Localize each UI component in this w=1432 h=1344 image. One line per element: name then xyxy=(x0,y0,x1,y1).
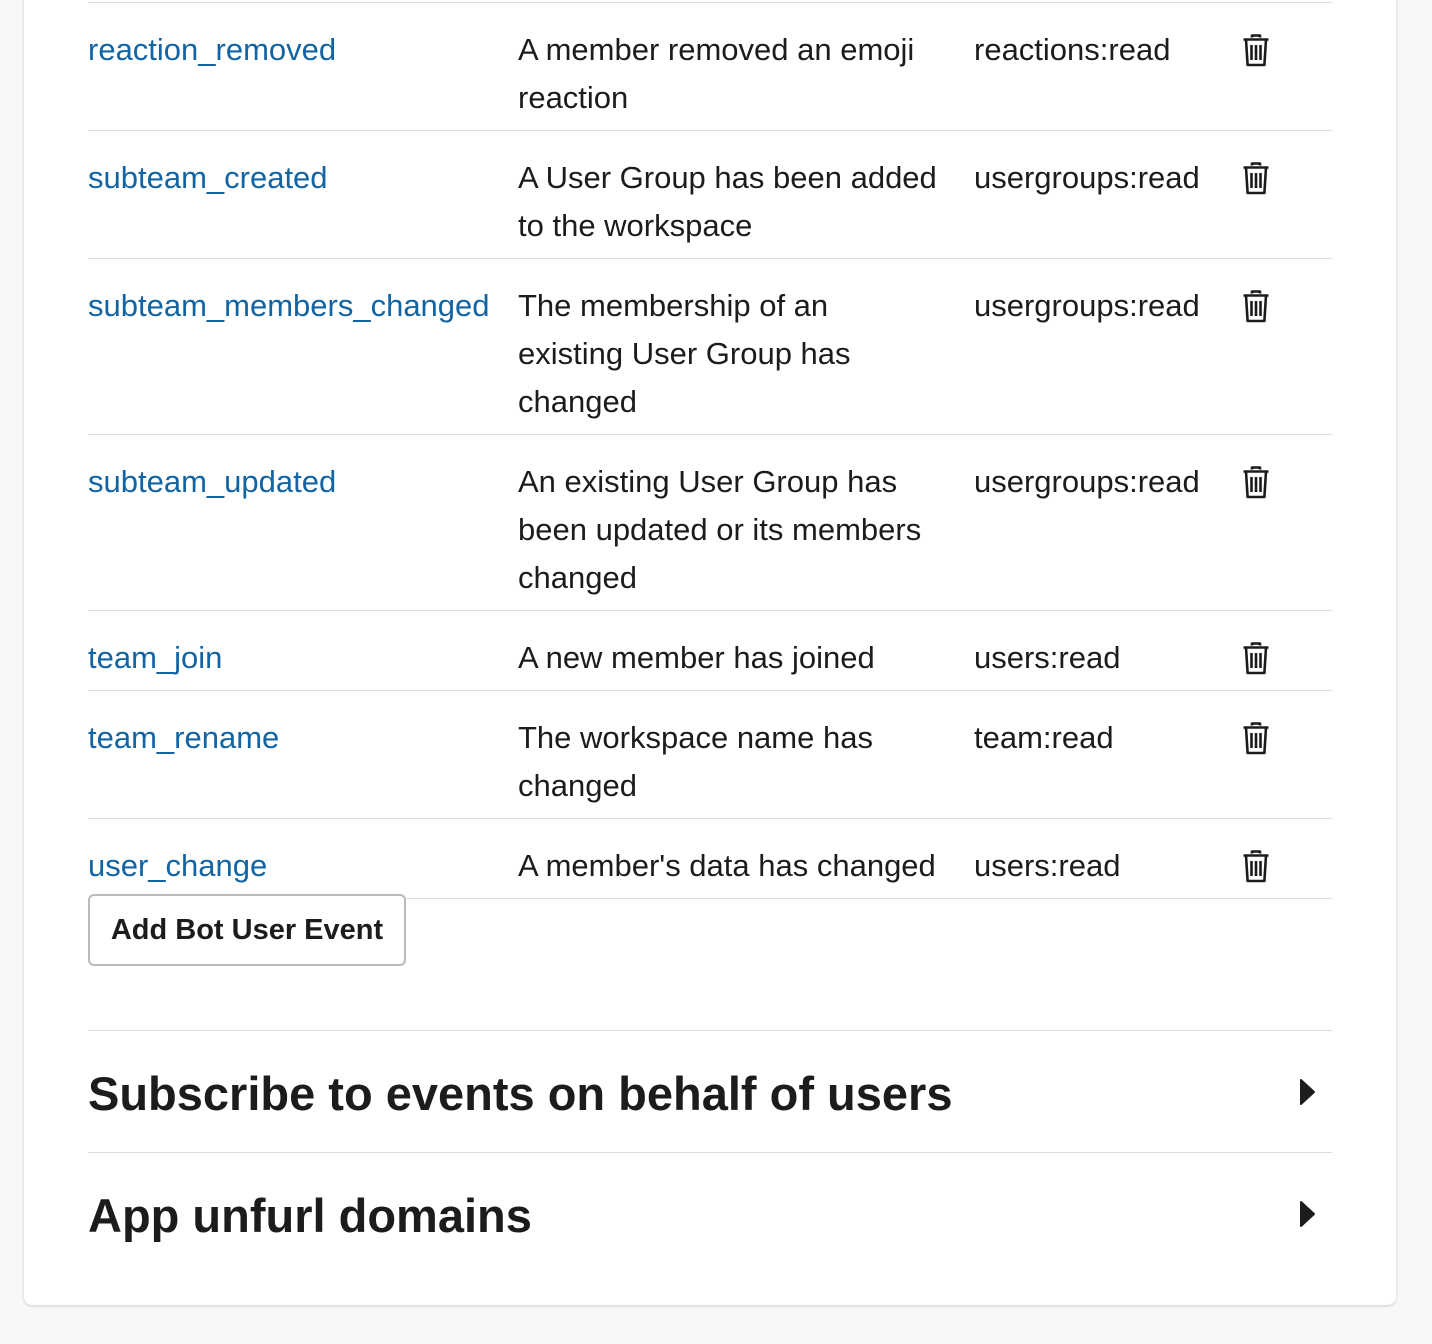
table-row xyxy=(88,130,1332,258)
delete-event-button[interactable] xyxy=(1236,158,1276,198)
event-scope: usergroups:read xyxy=(974,288,1200,323)
trash-icon xyxy=(1241,32,1271,68)
section-title: Subscribe to events on behalf of users xyxy=(88,1067,953,1120)
event-name-link[interactable]: team_join xyxy=(88,640,223,675)
section-title: App unfurl domains xyxy=(88,1189,532,1242)
event-description: A User Group has been added to the workspace xyxy=(518,160,937,243)
event-description: The membership of an existing User Group has changed xyxy=(518,288,851,419)
delete-event-button[interactable] xyxy=(1236,30,1276,70)
event-scope: usergroups:read xyxy=(974,160,1200,195)
event-name-link[interactable]: team_rename xyxy=(88,720,280,755)
table-row xyxy=(88,258,1332,434)
table-row xyxy=(88,690,1332,818)
app-unfurl-domains-section[interactable] xyxy=(88,1152,1332,1274)
trash-icon xyxy=(1241,160,1271,196)
delete-event-button[interactable] xyxy=(1236,462,1276,502)
table-row xyxy=(88,2,1332,130)
event-description: A member removed an emoji reaction xyxy=(518,32,915,115)
delete-event-button[interactable] xyxy=(1236,286,1276,326)
caret-right-icon[interactable] xyxy=(1292,1077,1322,1107)
delete-event-button[interactable] xyxy=(1236,638,1276,678)
event-scope: users:read xyxy=(974,848,1121,883)
trash-icon xyxy=(1241,720,1271,756)
trash-icon xyxy=(1241,464,1271,500)
trash-icon xyxy=(1241,288,1271,324)
delete-event-button[interactable] xyxy=(1236,846,1276,886)
event-name-link[interactable]: subteam_created xyxy=(88,160,328,195)
event-name-link[interactable]: user_change xyxy=(88,848,268,883)
table-row xyxy=(88,610,1332,690)
event-name-link[interactable]: reaction_removed xyxy=(88,32,337,67)
trash-icon xyxy=(1241,848,1271,884)
subscribe-user-events-section[interactable] xyxy=(88,1030,1332,1152)
event-description: A member's data has changed xyxy=(518,848,936,883)
event-description: An existing User Group has been updated or its members changed xyxy=(518,464,922,595)
event-scope: reactions:read xyxy=(974,32,1171,67)
table-row xyxy=(88,818,1332,899)
table-row xyxy=(88,434,1332,610)
trash-icon xyxy=(1241,640,1271,676)
event-description: A new member has joined xyxy=(518,640,875,675)
event-scope: team:read xyxy=(974,720,1114,755)
add-bot-user-event-button[interactable]: Add Bot User Event xyxy=(88,894,406,966)
event-name-link[interactable]: subteam_members_changed xyxy=(88,288,490,323)
event-scope: users:read xyxy=(974,640,1121,675)
event-description: The workspace name has changed xyxy=(518,720,873,803)
event-subscriptions-card xyxy=(24,0,1396,1305)
bot-events-table xyxy=(88,2,1332,899)
event-name-link[interactable]: subteam_updated xyxy=(88,464,337,499)
delete-event-button[interactable] xyxy=(1236,718,1276,758)
caret-right-icon[interactable] xyxy=(1292,1199,1322,1229)
event-scope: usergroups:read xyxy=(974,464,1200,499)
